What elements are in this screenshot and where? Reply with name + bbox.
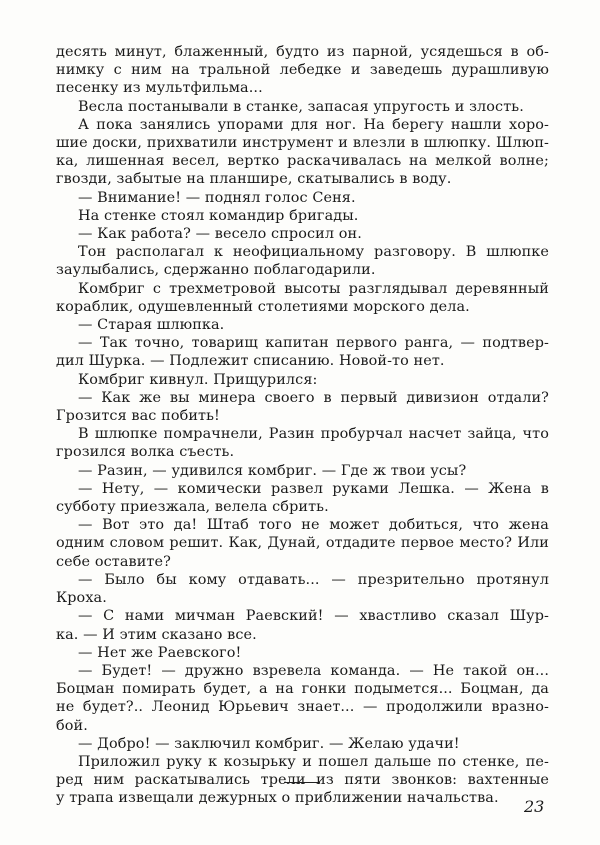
text-line: Грозится вас побить! — [56, 408, 220, 425]
text-line: Боцман помирать будет, а на гонки подымется... Боцман, да — [56, 681, 549, 698]
text-line: дил Шурка. — Подлежит списанию. Новой-то нет. — [56, 353, 445, 370]
text-line: ка, лишенная весел, вертко раскачивалась на мелкой волне; — [56, 153, 549, 170]
end-rule — [284, 782, 320, 783]
text-line: не будет?.. Леонид Юрьевич знает... — продолжили вразно- — [56, 699, 549, 716]
text-line: шие доски, прихватили инструмент и влезли в шлюпку. Шлюп- — [56, 135, 549, 152]
text-line: Приложил руку к козырьку и пошел дальше по стенке, пе- — [78, 753, 549, 770]
text-line: — Внимание! — поднял голос Сеня. — [78, 189, 356, 206]
text-line: — Было бы кому отдавать... — презрительно протянул — [78, 571, 549, 588]
text-line: одним словом решит. Как, Дунай, отдадите первое место? Или — [56, 535, 549, 552]
text-line: — Как работа? — весело спросил он. — [78, 226, 362, 243]
text-line: заулыбались, сдержанно поблагодарили. — [56, 262, 376, 279]
text-line: Кроха. — [56, 590, 107, 607]
text-line: — Будет! — дружно взревела команда. — Не такой он... — [78, 662, 549, 679]
text-line: А пока занялись упорами для ног. На берегу нашли хоро- — [78, 116, 549, 133]
text-line: кораблик, одушевленный столетиями морского дела. — [56, 298, 470, 315]
text-line: ред ним раскатывались трели из пяти звонков: вахтенные — [56, 772, 549, 789]
text-line: — Нету, — комически развел руками Лешка. — Жена в — [78, 480, 549, 497]
text-line: бой. — [56, 717, 88, 734]
text-line: — Так точно, товарищ капитан первого ранга, — подтвер- — [78, 335, 549, 352]
text-line: Комбриг кивнул. Прищурился: — [78, 371, 318, 388]
text-line: Весла постанывали в станке, запасая упругость и злость. — [78, 98, 524, 115]
page-number: 23 — [524, 797, 545, 816]
text-line: ка. — И этим сказано все. — [56, 626, 257, 643]
text-line: В шлюпке помрачнели, Разин пробурчал насчет зайца, что — [78, 426, 549, 443]
text-line: Комбриг с трехметровой высоты разглядывал деревянный — [78, 280, 549, 297]
text-line: — Нет же Раевского! — [78, 644, 242, 661]
text-line: у трапа извещали дежурных о приближении начальства. — [56, 790, 499, 807]
text-line: грозился волка съесть. — [56, 444, 235, 461]
text-line: — Как же вы минера своего в первый дивизион отдали? — [78, 389, 549, 406]
text-line: субботу приезжала, велела сбрить. — [56, 499, 329, 516]
text-line: гвозди, забытые на планшире, скатывались в воду. — [56, 171, 452, 188]
text-line: песенку из мультфильма... — [56, 80, 263, 97]
body-text — [56, 43, 549, 808]
text-line: — Старая шлюпка. — [78, 317, 225, 334]
text-line: — Вот это да! Штаб того не может добиться, что жена — [78, 517, 549, 534]
text-line: На стенке стоял командир бригады. — [78, 207, 359, 224]
text-line: — С нами мичман Раевский! — хвастливо сказал Шур- — [78, 608, 549, 625]
text-line: нимку с ним на тральной лебедке и заведешь дурашливую — [56, 62, 549, 79]
text-line: десять минут, блаженный, будто из парной, усядешься в об- — [56, 44, 549, 60]
text-line: Тон располагал к неофициальному разговору. В шлюпке — [78, 244, 549, 261]
text-line: — Разин, — удивился комбриг. — Где ж твои усы? — [78, 462, 467, 479]
text-line: — Добро! — заключил комбриг. — Желаю удачи! — [78, 735, 460, 752]
text-line: себе оставите? — [56, 553, 171, 570]
